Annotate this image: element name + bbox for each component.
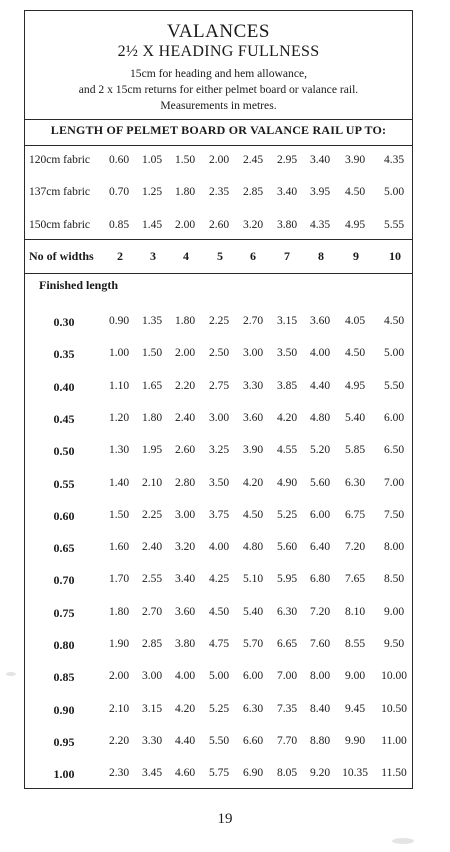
width-count: 2 bbox=[117, 249, 123, 263]
length-cell: 2.25 bbox=[208, 315, 230, 327]
length-cell: 1.50 bbox=[108, 508, 130, 521]
length-cell: 1.50 bbox=[141, 347, 163, 360]
length-cell: 5.00 bbox=[208, 670, 230, 683]
fabric-cell: 2.00 bbox=[208, 154, 230, 166]
length-cell: 3.50 bbox=[208, 476, 230, 489]
finished-length-label: Finished length bbox=[39, 278, 119, 292]
length-cell: 3.15 bbox=[276, 315, 298, 327]
length-cell: 4.20 bbox=[276, 411, 298, 424]
fabric-cell: 3.80 bbox=[276, 219, 298, 231]
length-cell: 8.40 bbox=[309, 702, 331, 715]
length-cell: 10.00 bbox=[381, 670, 407, 683]
length-cell: 5.25 bbox=[276, 508, 298, 521]
length-cell: 3.00 bbox=[141, 670, 163, 683]
length-cell: 1.65 bbox=[141, 379, 163, 392]
length-cell: 5.50 bbox=[208, 734, 230, 747]
length-cell: 4.55 bbox=[276, 444, 298, 457]
length-cell: 2.70 bbox=[242, 315, 264, 327]
length-cell: 3.40 bbox=[174, 573, 196, 586]
length-cell: 4.00 bbox=[174, 670, 196, 683]
length-cell: 8.55 bbox=[344, 638, 366, 650]
length-cell: 4.20 bbox=[174, 702, 196, 715]
fabric-cell: 3.40 bbox=[276, 186, 298, 198]
length-cell: 8.00 bbox=[309, 670, 331, 683]
length-cell: 6.75 bbox=[344, 508, 366, 521]
finished-length-value: 0.40 bbox=[53, 379, 75, 394]
length-cell: 7.20 bbox=[344, 541, 366, 554]
fabric-cell: 1.50 bbox=[174, 154, 196, 166]
length-cell: 6.00 bbox=[383, 411, 405, 424]
length-cell: 6.30 bbox=[242, 702, 264, 715]
divider bbox=[25, 239, 412, 240]
finished-length-value: 1.00 bbox=[53, 767, 75, 782]
fabric-cell: 1.45 bbox=[141, 219, 163, 231]
fabric-cell: 4.35 bbox=[309, 219, 331, 231]
fabric-cell: 2.45 bbox=[242, 154, 264, 166]
length-cell: 4.50 bbox=[208, 605, 230, 618]
length-cell: 2.40 bbox=[174, 411, 196, 424]
length-cell: 9.20 bbox=[309, 767, 331, 780]
finished-length-value: 0.30 bbox=[53, 315, 75, 329]
width-count: 9 bbox=[353, 249, 359, 263]
length-cell: 1.95 bbox=[141, 444, 163, 457]
finished-length-value: 0.60 bbox=[53, 508, 75, 523]
divider bbox=[25, 119, 412, 120]
width-count: 8 bbox=[318, 249, 324, 263]
length-cell: 6.30 bbox=[276, 605, 298, 618]
length-cell: 4.80 bbox=[242, 541, 264, 554]
length-cell: 5.85 bbox=[344, 444, 366, 457]
length-cell: 4.50 bbox=[344, 347, 366, 360]
length-cell: 4.20 bbox=[242, 476, 264, 489]
fabric-cell: 4.95 bbox=[344, 219, 366, 231]
length-cell: 6.60 bbox=[242, 734, 264, 747]
length-cell: 10.35 bbox=[342, 767, 368, 780]
fabric-cell: 0.70 bbox=[108, 186, 130, 198]
length-cell: 2.80 bbox=[174, 476, 196, 489]
length-cell: 5.60 bbox=[276, 541, 298, 554]
length-cell: 5.10 bbox=[242, 573, 264, 586]
length-cell: 1.60 bbox=[108, 541, 130, 554]
fabric-cell: 2.60 bbox=[208, 219, 230, 231]
length-cell: 4.00 bbox=[309, 347, 331, 360]
fabric-cell: 3.95 bbox=[309, 186, 331, 198]
length-cell: 1.90 bbox=[108, 638, 130, 650]
length-cell: 6.65 bbox=[276, 638, 298, 650]
length-cell: 7.00 bbox=[383, 476, 405, 489]
fabric-cell: 1.25 bbox=[141, 186, 163, 198]
length-cell: 2.25 bbox=[141, 508, 163, 521]
fabric-cell: 1.80 bbox=[174, 186, 196, 198]
length-cell: 4.95 bbox=[344, 379, 366, 392]
length-cell: 3.45 bbox=[141, 767, 163, 780]
length-cell: 4.25 bbox=[208, 573, 230, 586]
length-cell: 6.40 bbox=[309, 541, 331, 554]
length-cell: 3.30 bbox=[242, 379, 264, 392]
length-cell: 2.40 bbox=[141, 541, 163, 554]
length-cell: 1.80 bbox=[141, 411, 163, 424]
length-cell: 4.90 bbox=[276, 476, 298, 489]
length-cell: 11.50 bbox=[381, 767, 407, 780]
length-cell: 3.50 bbox=[276, 347, 298, 360]
width-count: 4 bbox=[183, 249, 189, 263]
note-line-1: 15cm for heading and hem allowance, bbox=[129, 67, 308, 80]
width-count: 6 bbox=[250, 249, 256, 263]
length-cell: 4.50 bbox=[242, 508, 264, 521]
length-cell: 5.95 bbox=[276, 573, 298, 586]
length-cell: 2.10 bbox=[141, 476, 163, 489]
length-cell: 6.50 bbox=[383, 444, 405, 457]
length-cell: 7.60 bbox=[309, 638, 331, 650]
length-cell: 1.80 bbox=[108, 605, 130, 618]
finished-length-value: 0.75 bbox=[53, 605, 75, 620]
length-cell: 5.00 bbox=[383, 347, 405, 360]
length-cell: 7.70 bbox=[276, 734, 298, 747]
length-cell: 6.80 bbox=[309, 573, 331, 586]
length-cell: 1.00 bbox=[108, 347, 130, 360]
fabric-label: 150cm fabric bbox=[29, 219, 90, 231]
fabric-cell: 5.00 bbox=[383, 186, 405, 198]
length-cell: 4.05 bbox=[344, 315, 366, 327]
length-cell: 3.90 bbox=[242, 444, 264, 457]
page-title: VALANCES bbox=[167, 21, 270, 42]
length-cell: 3.00 bbox=[174, 508, 196, 521]
fabric-cell: 3.20 bbox=[242, 219, 264, 231]
length-cell: 0.90 bbox=[108, 315, 130, 327]
finished-length-value: 0.45 bbox=[53, 411, 75, 426]
length-cell: 2.55 bbox=[141, 573, 163, 586]
page-number: 19 bbox=[217, 811, 233, 827]
length-cell: 5.60 bbox=[309, 476, 331, 489]
fabric-label: 137cm fabric bbox=[29, 186, 90, 198]
paper-smudge bbox=[392, 838, 414, 844]
length-cell: 8.50 bbox=[383, 573, 405, 586]
paper-smudge bbox=[6, 672, 16, 676]
length-cell: 4.60 bbox=[174, 767, 196, 780]
length-cell: 1.40 bbox=[108, 476, 130, 489]
length-cell: 4.40 bbox=[309, 379, 331, 392]
length-cell: 4.80 bbox=[309, 411, 331, 424]
length-cell: 3.00 bbox=[242, 347, 264, 360]
finished-length-value: 0.35 bbox=[53, 347, 75, 362]
fabric-cell: 0.85 bbox=[108, 219, 130, 231]
divider bbox=[25, 273, 412, 274]
length-cell: 9.45 bbox=[344, 702, 366, 715]
fabric-label: 120cm fabric bbox=[29, 154, 90, 166]
fabric-cell: 0.60 bbox=[108, 154, 130, 166]
widths-label: No of widths bbox=[29, 249, 94, 263]
length-cell: 9.90 bbox=[344, 734, 366, 747]
length-cell: 5.50 bbox=[383, 379, 405, 392]
length-cell: 5.75 bbox=[208, 767, 230, 780]
length-cell: 1.10 bbox=[108, 379, 130, 392]
finished-length-value: 0.65 bbox=[53, 541, 75, 556]
finished-length-value: 0.95 bbox=[53, 734, 75, 749]
length-cell: 3.60 bbox=[309, 315, 331, 327]
length-cell: 6.00 bbox=[309, 508, 331, 521]
length-cell: 4.00 bbox=[208, 541, 230, 554]
length-cell: 2.60 bbox=[174, 444, 196, 457]
note-line-3: Measurements in metres. bbox=[160, 99, 277, 112]
length-cell: 2.75 bbox=[208, 379, 230, 392]
fabric-cell: 4.50 bbox=[344, 186, 366, 198]
fabric-cell: 2.95 bbox=[276, 154, 298, 166]
length-cell: 3.60 bbox=[242, 411, 264, 424]
length-cell: 3.30 bbox=[141, 734, 163, 747]
fabric-cell: 2.35 bbox=[208, 186, 230, 198]
finished-length-value: 0.70 bbox=[53, 573, 75, 588]
length-cell: 8.10 bbox=[344, 605, 366, 618]
length-cell: 4.75 bbox=[208, 638, 230, 650]
divider bbox=[25, 145, 412, 146]
length-cell: 7.50 bbox=[383, 508, 405, 521]
length-cell: 1.30 bbox=[108, 444, 130, 457]
length-cell: 2.00 bbox=[108, 670, 130, 683]
length-cell: 8.05 bbox=[276, 767, 298, 780]
fabric-cell: 5.55 bbox=[383, 219, 405, 231]
length-cell: 11.00 bbox=[381, 734, 407, 747]
finished-length-value: 0.85 bbox=[53, 670, 75, 685]
length-cell: 2.20 bbox=[174, 379, 196, 392]
length-cell: 8.00 bbox=[383, 541, 405, 554]
length-cell: 4.40 bbox=[174, 734, 196, 747]
length-cell: 7.35 bbox=[276, 702, 298, 715]
length-cell: 6.90 bbox=[242, 767, 264, 780]
length-cell: 3.75 bbox=[208, 508, 230, 521]
length-cell: 5.25 bbox=[208, 702, 230, 715]
fabric-cell: 1.05 bbox=[141, 154, 163, 166]
width-count: 5 bbox=[217, 249, 223, 263]
length-cell: 2.10 bbox=[108, 702, 130, 715]
length-cell: 2.30 bbox=[108, 767, 130, 780]
subtitle: 2½ X HEADING FULLNESS bbox=[117, 43, 320, 60]
length-cell: 6.00 bbox=[242, 670, 264, 683]
length-cell: 5.40 bbox=[344, 411, 366, 424]
finished-length-value: 0.55 bbox=[53, 476, 75, 491]
length-cell: 2.00 bbox=[174, 347, 196, 360]
fabric-cell: 2.00 bbox=[174, 219, 196, 231]
fabric-cell: 4.35 bbox=[383, 154, 405, 166]
length-cell: 1.70 bbox=[108, 573, 130, 586]
width-count: 3 bbox=[150, 249, 156, 263]
length-cell: 3.85 bbox=[276, 379, 298, 392]
length-cell: 7.00 bbox=[276, 670, 298, 683]
fabric-cell: 2.85 bbox=[242, 186, 264, 198]
length-cell: 2.50 bbox=[208, 347, 230, 360]
length-cell: 6.30 bbox=[344, 476, 366, 489]
length-cell: 2.85 bbox=[141, 638, 163, 650]
note-line-2: and 2 x 15cm returns for either pelmet board or valance rail. bbox=[78, 83, 359, 96]
length-cell: 5.40 bbox=[242, 605, 264, 618]
length-cell: 3.15 bbox=[141, 702, 163, 715]
fabric-cell: 3.40 bbox=[309, 154, 331, 166]
length-cell: 4.50 bbox=[383, 315, 405, 327]
fabric-cell: 3.90 bbox=[344, 154, 366, 166]
length-cell: 9.50 bbox=[383, 638, 405, 650]
length-cell: 7.65 bbox=[344, 573, 366, 586]
length-cell: 3.25 bbox=[208, 444, 230, 457]
length-cell: 2.70 bbox=[141, 605, 163, 618]
length-cell: 3.20 bbox=[174, 541, 196, 554]
length-cell: 3.00 bbox=[208, 411, 230, 424]
length-cell: 5.20 bbox=[309, 444, 331, 457]
length-cell: 9.00 bbox=[383, 605, 405, 618]
length-cell: 9.00 bbox=[344, 670, 366, 683]
finished-length-value: 0.90 bbox=[53, 702, 75, 717]
length-cell: 3.60 bbox=[174, 605, 196, 618]
length-cell: 10.50 bbox=[381, 702, 407, 715]
length-cell: 5.70 bbox=[242, 638, 264, 650]
width-count: 7 bbox=[284, 249, 290, 263]
length-heading: LENGTH OF PELMET BOARD OR VALANCE RAIL UP TO: bbox=[50, 123, 387, 137]
length-cell: 1.35 bbox=[141, 315, 163, 327]
finished-length-value: 0.80 bbox=[53, 638, 75, 652]
length-cell: 1.80 bbox=[174, 315, 196, 327]
length-cell: 1.20 bbox=[108, 411, 130, 424]
length-cell: 2.20 bbox=[108, 734, 130, 747]
finished-length-value: 0.50 bbox=[53, 444, 75, 459]
width-count: 10 bbox=[389, 249, 401, 263]
length-cell: 8.80 bbox=[309, 734, 331, 747]
length-cell: 3.80 bbox=[174, 638, 196, 650]
valance-table-frame bbox=[24, 10, 413, 789]
length-cell: 7.20 bbox=[309, 605, 331, 618]
